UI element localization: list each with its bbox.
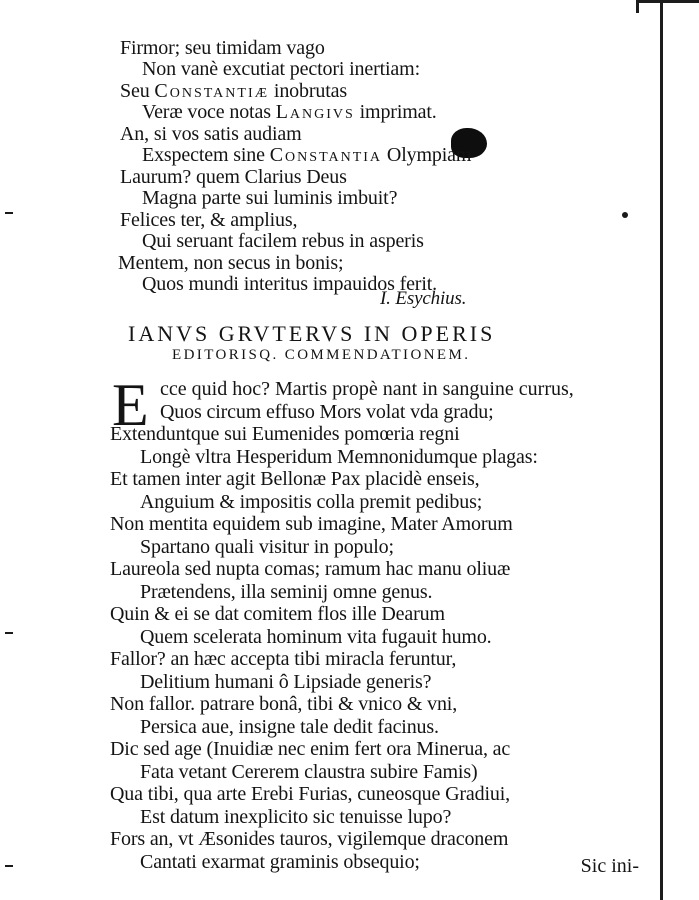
- signature: I. Esychius.: [380, 288, 467, 309]
- verse-line: Dic sed age (Inuidiæ nec enim fert ora Minerua, ac: [110, 738, 511, 760]
- verse-line: [142, 102, 437, 122]
- ink-dot-mark: [622, 212, 628, 218]
- line-text: imprimat.: [354, 101, 437, 123]
- verse-line: Non vanè excutiat pectori inertiam:: [142, 58, 420, 80]
- line-text: Olympiam: [382, 144, 472, 166]
- verse-line: Fata vetant Cererem claustra subire Famis): [140, 761, 478, 783]
- verse-line: Firmor; seu timidam vago: [120, 37, 325, 59]
- margin-dash-mark: [5, 212, 13, 214]
- verse-line: Mentem, non secus in bonis;: [118, 252, 344, 274]
- line-text: inobrutas: [269, 80, 348, 102]
- verse-line: Quem scelerata hominum vita fugauit humo.: [140, 626, 492, 648]
- catchword: Sic ini-: [580, 855, 639, 877]
- verse-line: Fors an, vt Æsonides tauros, vigilemque draconem: [110, 828, 509, 850]
- heading-subtitle: EDITORISQ. COMMENDATIONEM.: [172, 347, 471, 363]
- verse-line: Qua tibi, qua arte Erebi Furias, cuneosque Gradiui,: [110, 783, 511, 805]
- small-caps-word: Langivs: [275, 101, 355, 123]
- verse-line: Delitium humani ô Lipsiade generis?: [140, 671, 432, 693]
- verse-line: Fallor? an hæc accepta tibi miracla feruntur,: [110, 648, 457, 670]
- small-caps-word: Constantiæ: [154, 80, 270, 102]
- binding-edge: [660, 0, 663, 900]
- verse-line: cce quid hoc? Martis propè nant in sanguine currus,: [160, 378, 574, 400]
- verse-line: Est datum inexplicito sic tenuisse lupo?: [140, 806, 452, 828]
- verse-line: Quos circum effuso Mors volat vda gradu;: [160, 401, 494, 423]
- heading-title: IANVS GRVTERVS IN OPERIS: [128, 321, 496, 346]
- verse-line: Cantati exarmat graminis obsequio;: [140, 851, 420, 873]
- verse-line: Spartano quali visitur in populo;: [140, 536, 394, 558]
- small-caps-word: Constantia: [269, 144, 383, 166]
- verse-line: Anguium & impositis colla premit pedibus;: [140, 491, 483, 513]
- verse-line: Et tamen inter agit Bellonæ Pax placidè enseis,: [110, 468, 480, 490]
- verse-line: Non mentita equidem sub imagine, Mater Amorum: [110, 513, 513, 535]
- verse-line: Laureola sed nupta comas; ramum hac manu oliuæ: [110, 558, 511, 580]
- margin-dash-mark: [5, 632, 13, 634]
- verse-line: Persica aue, insigne tale dedit facinus.: [140, 716, 439, 738]
- line-text: Veræ voce notas: [142, 101, 276, 123]
- verse-line: Quin & ei se dat comitem flos ille Dearum: [110, 603, 445, 625]
- verse-line: Prætendens, illa seminij omne genus.: [140, 581, 433, 603]
- line-text: Seu: [120, 80, 155, 102]
- verse-line: Extenduntque sui Eumenides pomœria regni: [110, 423, 460, 445]
- drop-capital: E: [112, 372, 149, 438]
- verse-line: Quos mundi interitus impauidos ferit.: [142, 273, 437, 295]
- verse-line: [120, 81, 347, 101]
- verse-line: Longè vltra Hesperidum Memnonidumque plagas:: [140, 446, 538, 468]
- verse-line: Non fallor. patrare bonâ, tibi & vnico & vni,: [110, 693, 458, 715]
- line-text: Exspectem sine: [142, 144, 270, 166]
- binding-edge-top: [636, 0, 699, 13]
- verse-line: [142, 145, 471, 165]
- verse-line: Laurum? quem Clarius Deus: [120, 166, 347, 188]
- verse-line: Magna parte sui luminis imbuit?: [142, 187, 398, 209]
- margin-dash-mark: [5, 865, 13, 867]
- verse-line: An, si vos satis audiam: [120, 123, 302, 145]
- verse-line: Felices ter, & amplius,: [120, 209, 298, 231]
- verse-line: Qui seruant facilem rebus in asperis: [142, 230, 424, 252]
